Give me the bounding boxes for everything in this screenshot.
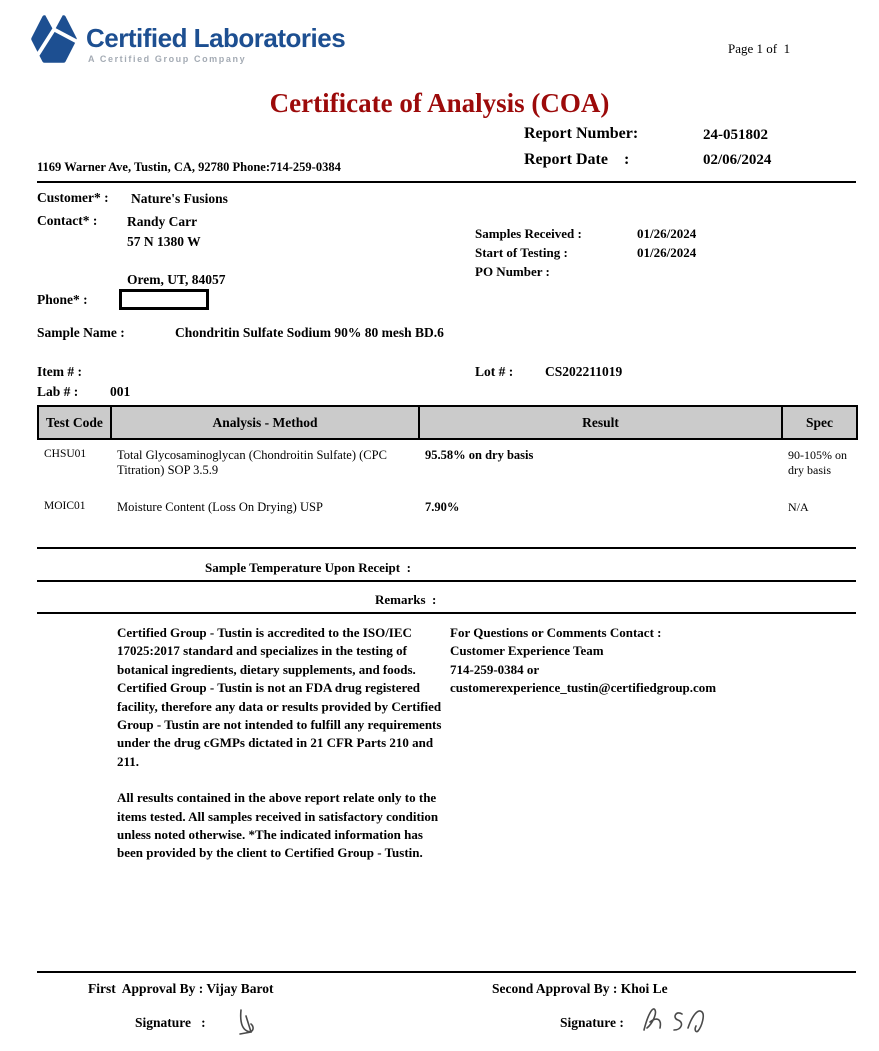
divider xyxy=(37,971,856,973)
po-number-label: PO Number : xyxy=(475,264,550,279)
disclaimer-paragraph-1: Certified Group - Tustin is accredited to the ISO/IEC 17025:2017 standard and specializes in the testing of botanical ingredients, dietary supplements, and foods. Certified Group - Tustin is not an FDA drug registered facility, therefore any data or results provided by Certified Group - Tustin are not intended to fulfill any requirements under the drug cGMPs dictated in 21 CFR Parts 210 and 211. xyxy=(117,625,442,769)
questions-contact-block xyxy=(450,624,790,698)
start-of-testing-label: Start of Testing : xyxy=(475,245,568,260)
contact-label: Contact* : xyxy=(37,213,98,228)
report-number-label: Report Number: xyxy=(524,125,639,142)
samples-received-label: Samples Received : xyxy=(475,226,582,241)
second-approval-label: Second Approval By : Khoi Le xyxy=(492,981,668,996)
divider xyxy=(37,612,856,614)
sample-name-value: Chondritin Sulfate Sodium 90% 80 mesh BD.6 xyxy=(175,325,444,340)
results-table xyxy=(37,405,858,515)
customer-name: Nature's Fusions xyxy=(131,191,228,206)
sample-temperature-label: Sample Temperature Upon Receipt : xyxy=(205,560,411,575)
page-number: Page 1 of 1 xyxy=(728,41,791,56)
contact-city-line: Orem, UT, 84057 xyxy=(127,272,226,287)
brand-name: Certified Laboratories xyxy=(86,23,346,53)
divider xyxy=(37,181,856,183)
phone-redaction-box xyxy=(119,289,209,310)
lab-address: 1169 Warner Ave, Tustin, CA, 92780 Phone:714-259-0384 xyxy=(37,160,341,174)
col-header-spec: Spec xyxy=(782,406,857,439)
result-cell: 7.90% xyxy=(425,500,460,514)
contact-phone: 714-259-0384 or xyxy=(450,661,540,677)
contact-email: customerexperience_tustin@certifiedgroup.com xyxy=(450,680,717,696)
report-date-value: 02/06/2024 xyxy=(703,152,772,168)
method-cell: Moisture Content (Loss On Drying) USP xyxy=(117,500,323,514)
remarks-label: Remarks : xyxy=(375,592,437,607)
spec-cell: 90-105% on dry basis xyxy=(788,448,847,477)
spec-cell: N/A xyxy=(788,500,809,514)
table-row xyxy=(38,478,857,515)
start-of-testing-value: 01/26/2024 xyxy=(637,245,697,260)
customer-label: Customer* : xyxy=(37,190,109,205)
col-header-analysis-method: Analysis - Method xyxy=(111,406,419,439)
col-header-test-code: Test Code xyxy=(38,406,111,439)
table-row xyxy=(38,439,857,478)
document-title: Certificate of Analysis (COA) xyxy=(269,88,610,118)
divider xyxy=(37,580,856,582)
contact-address-line: 57 N 1380 W xyxy=(127,234,201,249)
report-date-label: Report Date : xyxy=(524,151,630,168)
phone-label: Phone* : xyxy=(37,292,88,307)
method-cell: Total Glycosaminoglycan (Chondroitin Sulfate) (CPC Titration) SOP 3.5.9 xyxy=(117,448,387,477)
certified-laboratories-logo-icon xyxy=(30,15,78,63)
results-table-header-row xyxy=(38,406,857,439)
lab-number-value: 001 xyxy=(110,384,131,399)
first-signature-label: Signature : xyxy=(135,1015,206,1030)
divider xyxy=(37,547,856,549)
samples-received-value: 01/26/2024 xyxy=(637,226,697,241)
first-approval-label: First Approval By : Vijay Barot xyxy=(88,981,274,996)
contact-name: Randy Carr xyxy=(127,214,198,229)
brand-tagline: A Certified Group Company xyxy=(88,54,247,64)
lab-number-label: Lab # : xyxy=(37,384,79,399)
second-signature-label: Signature : xyxy=(560,1015,624,1030)
accreditation-disclaimer xyxy=(117,624,447,863)
col-header-result: Result xyxy=(419,406,782,439)
test-code-cell: MOIC01 xyxy=(44,500,86,512)
second-signature-mark xyxy=(640,1000,716,1047)
lot-number-label: Lot # : xyxy=(475,364,514,379)
item-number-label: Item # : xyxy=(37,364,82,379)
report-number-value: 24-051802 xyxy=(703,127,768,143)
disclaimer-paragraph-2: All results contained in the above report relate only to the items tested. All samples received in satisfactory condition unless noted otherwise. *The indicated information has been provided by the client to Certified Group - Tustin. xyxy=(117,790,439,861)
test-code-cell: CHSU01 xyxy=(44,448,87,460)
first-signature-mark xyxy=(232,1008,262,1047)
lot-number-value: CS202211019 xyxy=(545,364,623,379)
result-cell: 95.58% on dry basis xyxy=(425,448,534,462)
sample-name-label: Sample Name : xyxy=(37,325,125,340)
contact-team: Customer Experience Team xyxy=(450,643,604,659)
contact-heading: For Questions or Comments Contact : xyxy=(450,625,662,640)
